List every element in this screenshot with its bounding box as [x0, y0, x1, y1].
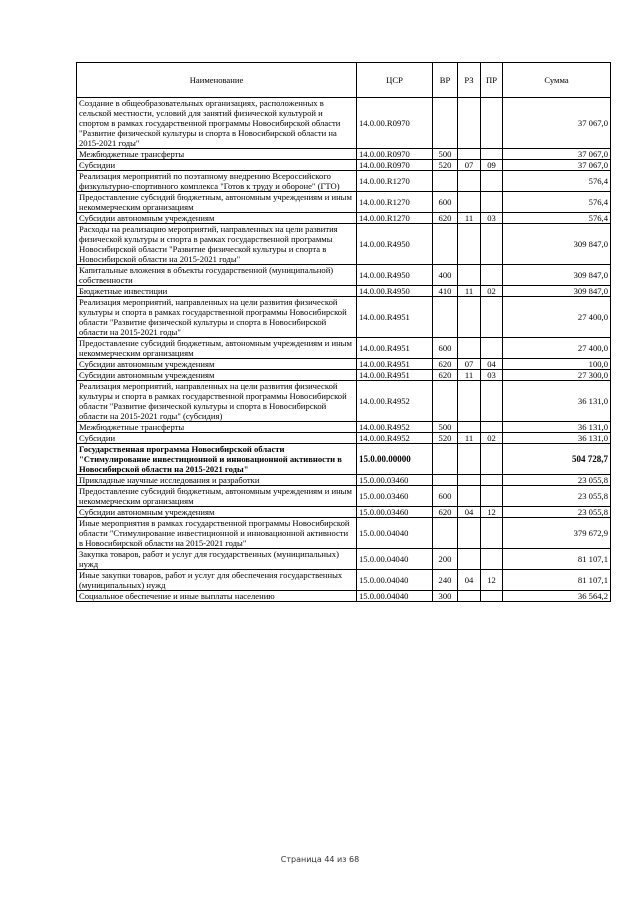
- cell-csr: 14.0.00.R0970: [357, 160, 433, 171]
- table-row: [77, 486, 611, 507]
- cell-vr: 400: [433, 265, 458, 286]
- cell-pr: [481, 444, 503, 475]
- cell-pr: [481, 518, 503, 549]
- cell-name: Межбюджетные трансферты: [77, 149, 357, 160]
- table-row: [77, 370, 611, 381]
- cell-vr: 240: [433, 570, 458, 591]
- table-row: [77, 338, 611, 359]
- cell-csr: 14.0.00.R4951: [357, 359, 433, 370]
- cell-pr: [481, 381, 503, 422]
- cell-vr: 300: [433, 591, 458, 602]
- cell-csr: 14.0.00.R4950: [357, 286, 433, 297]
- cell-vr: 520: [433, 160, 458, 171]
- cell-rz: 04: [458, 507, 481, 518]
- cell-csr: 15.0.00.04040: [357, 591, 433, 602]
- cell-vr: 620: [433, 507, 458, 518]
- cell-csr: 14.0.00.R4950: [357, 265, 433, 286]
- cell-vr: 200: [433, 549, 458, 570]
- cell-rz: [458, 381, 481, 422]
- cell-vr: [433, 171, 458, 192]
- cell-vr: 520: [433, 433, 458, 444]
- cell-sum: 37 067,0: [503, 98, 611, 149]
- cell-sum: 23 055,8: [503, 486, 611, 507]
- cell-csr: 14.0.00.R4952: [357, 422, 433, 433]
- cell-pr: 12: [481, 507, 503, 518]
- cell-csr: 14.0.00.R1270: [357, 171, 433, 192]
- cell-rz: 04: [458, 570, 481, 591]
- cell-pr: [481, 475, 503, 486]
- cell-vr: 410: [433, 286, 458, 297]
- cell-sum: 576,4: [503, 171, 611, 192]
- cell-pr: [481, 422, 503, 433]
- cell-sum: 576,4: [503, 192, 611, 213]
- table-row: [77, 359, 611, 370]
- cell-pr: [481, 171, 503, 192]
- cell-name: Субсидии автономным учреждениям: [77, 507, 357, 518]
- cell-name: Предоставление субсидий бюджетным, автономным учреждениям и иным некоммерческим организациям: [77, 192, 357, 213]
- cell-pr: [481, 98, 503, 149]
- cell-name: Капитальные вложения в объекты государственной (муниципальной) собственности: [77, 265, 357, 286]
- table-row: [77, 433, 611, 444]
- cell-sum: 81 107,1: [503, 549, 611, 570]
- cell-pr: [481, 486, 503, 507]
- cell-pr: 09: [481, 160, 503, 171]
- cell-sum: 36 564,2: [503, 591, 611, 602]
- table-row: [77, 570, 611, 591]
- cell-rz: [458, 265, 481, 286]
- table-row: [77, 381, 611, 422]
- cell-sum: 379 672,9: [503, 518, 611, 549]
- cell-rz: [458, 486, 481, 507]
- cell-name: Иные закупки товаров, работ и услуг для обеспечения государственных (муниципальных) нужд: [77, 570, 357, 591]
- cell-csr: 14.0.00.R4951: [357, 370, 433, 381]
- cell-rz: [458, 518, 481, 549]
- cell-name: Реализация мероприятий по поэтапному внедрению Всероссийского физкультурно-спортивного комплекса "Готов к труду и обороне" (ГТО): [77, 171, 357, 192]
- cell-sum: 100,0: [503, 359, 611, 370]
- cell-name: Субсидии: [77, 160, 357, 171]
- cell-sum: 504 728,7: [503, 444, 611, 475]
- cell-pr: [481, 265, 503, 286]
- cell-name: Бюджетные инвестиции: [77, 286, 357, 297]
- cell-csr: 15.0.00.00000: [357, 444, 433, 475]
- cell-rz: 11: [458, 433, 481, 444]
- cell-csr: 15.0.00.03460: [357, 507, 433, 518]
- cell-csr: 14.0.00.R4951: [357, 338, 433, 359]
- cell-pr: 03: [481, 370, 503, 381]
- cell-name: Создание в общеобразовательных организациях, расположенных в сельской местности, условий для занятий физической культурой и спортом в рамках государственной программы Новосибирской области "Развитие физической культуры и спорта в Новосибирской области на 2015-2021 годы": [77, 98, 357, 149]
- cell-pr: [481, 338, 503, 359]
- cell-sum: 36 131,0: [503, 381, 611, 422]
- cell-rz: 11: [458, 286, 481, 297]
- cell-name: Расходы на реализацию мероприятий, направленных на цели развития физической культуры и спорта в рамках государственной программы Новосибирской области "Развитие физической культуры и спорта в Новосибирской области на 2015-2021 годы": [77, 224, 357, 265]
- header-vr: ВР: [433, 63, 458, 98]
- table-row: [77, 265, 611, 286]
- cell-csr: 14.0.00.R0970: [357, 149, 433, 160]
- cell-name: Субсидии автономным учреждениям: [77, 370, 357, 381]
- cell-csr: 15.0.00.03460: [357, 486, 433, 507]
- cell-name: Межбюджетные трансферты: [77, 422, 357, 433]
- cell-pr: 12: [481, 570, 503, 591]
- cell-csr: 15.0.00.04040: [357, 518, 433, 549]
- cell-rz: [458, 338, 481, 359]
- cell-name: Государственная программа Новосибирской области "Стимулирование инвестиционной и инновационной активности в Новосибирской области на 2015-2021 годы": [77, 444, 357, 475]
- table-row: [77, 171, 611, 192]
- cell-name: Закупка товаров, работ и услуг для государственных (муниципальных) нужд: [77, 549, 357, 570]
- cell-sum: 81 107,1: [503, 570, 611, 591]
- cell-pr: [481, 549, 503, 570]
- table-row: [77, 224, 611, 265]
- cell-vr: [433, 475, 458, 486]
- cell-rz: [458, 98, 481, 149]
- cell-name: Субсидии: [77, 433, 357, 444]
- table-row: [77, 422, 611, 433]
- table-row: [77, 297, 611, 338]
- cell-vr: 500: [433, 422, 458, 433]
- cell-sum: 37 067,0: [503, 160, 611, 171]
- cell-pr: 02: [481, 286, 503, 297]
- cell-name: Прикладные научные исследования и разработки: [77, 475, 357, 486]
- cell-vr: [433, 444, 458, 475]
- cell-sum: 309 847,0: [503, 265, 611, 286]
- cell-rz: [458, 171, 481, 192]
- cell-csr: 15.0.00.03460: [357, 475, 433, 486]
- cell-csr: 14.0.00.R4952: [357, 381, 433, 422]
- cell-rz: [458, 591, 481, 602]
- cell-sum: 37 067,0: [503, 149, 611, 160]
- cell-vr: [433, 224, 458, 265]
- cell-name: Реализация мероприятий, направленных на цели развития физической культуры и спорта в рамках государственной программы Новосибирской области "Развитие физической культуры и спорта в Новосибирской области на 2015-2021 годы" (субсидия): [77, 381, 357, 422]
- cell-name: Субсидии автономным учреждениям: [77, 359, 357, 370]
- header-rz: РЗ: [458, 63, 481, 98]
- cell-rz: 11: [458, 370, 481, 381]
- table-row: [77, 213, 611, 224]
- cell-csr: 15.0.00.04040: [357, 570, 433, 591]
- cell-pr: [481, 224, 503, 265]
- table-row: [77, 160, 611, 171]
- cell-csr: 14.0.00.R0970: [357, 98, 433, 149]
- cell-vr: 620: [433, 359, 458, 370]
- cell-vr: [433, 518, 458, 549]
- table-row: [77, 192, 611, 213]
- cell-pr: [481, 192, 503, 213]
- cell-sum: 309 847,0: [503, 224, 611, 265]
- cell-sum: 36 131,0: [503, 422, 611, 433]
- table-row: [77, 98, 611, 149]
- header-sum: Сумма: [503, 63, 611, 98]
- table-row: [77, 444, 611, 475]
- cell-pr: 02: [481, 433, 503, 444]
- cell-vr: 620: [433, 213, 458, 224]
- header-name: Наименование: [77, 63, 357, 98]
- cell-csr: 14.0.00.R1270: [357, 213, 433, 224]
- table-row: [77, 591, 611, 602]
- cell-rz: [458, 422, 481, 433]
- cell-rz: 07: [458, 359, 481, 370]
- cell-csr: 14.0.00.R4950: [357, 224, 433, 265]
- cell-rz: [458, 149, 481, 160]
- table-row: [77, 507, 611, 518]
- cell-sum: 36 131,0: [503, 433, 611, 444]
- cell-sum: 309 847,0: [503, 286, 611, 297]
- cell-rz: [458, 475, 481, 486]
- cell-vr: [433, 381, 458, 422]
- cell-name: Субсидии автономным учреждениям: [77, 213, 357, 224]
- budget-table: [76, 62, 611, 602]
- table-header-row: [77, 63, 611, 98]
- cell-sum: 27 400,0: [503, 338, 611, 359]
- cell-csr: 15.0.00.04040: [357, 549, 433, 570]
- table-row: [77, 286, 611, 297]
- cell-csr: 14.0.00.R4952: [357, 433, 433, 444]
- cell-pr: [481, 591, 503, 602]
- cell-rz: [458, 192, 481, 213]
- cell-pr: 04: [481, 359, 503, 370]
- cell-csr: 14.0.00.R4951: [357, 297, 433, 338]
- cell-pr: [481, 297, 503, 338]
- cell-rz: [458, 224, 481, 265]
- table-body: [77, 98, 611, 602]
- header-csr: ЦСР: [357, 63, 433, 98]
- cell-sum: 23 055,8: [503, 507, 611, 518]
- cell-name: Предоставление субсидий бюджетным, автономным учреждениям и иным некоммерческим организациям: [77, 338, 357, 359]
- cell-sum: 23 055,8: [503, 475, 611, 486]
- cell-name: Предоставление субсидий бюджетным, автономным учреждениям и иным некоммерческим организациям: [77, 486, 357, 507]
- cell-rz: 07: [458, 160, 481, 171]
- table-row: [77, 518, 611, 549]
- table-row: [77, 149, 611, 160]
- cell-name: Реализация мероприятий, направленных на цели развития физической культуры и спорта в рамках государственной программы Новосибирской области "Развитие физической культуры и спорта в Новосибирской области на 2015-2021 годы": [77, 297, 357, 338]
- cell-name: Иные мероприятия в рамках государственной программы Новосибирской области "Стимулирование инвестиционной и инновационной активности в Новосибирской области на 2015-2021 годы": [77, 518, 357, 549]
- header-pr: ПР: [481, 63, 503, 98]
- cell-pr: 03: [481, 213, 503, 224]
- cell-rz: [458, 549, 481, 570]
- cell-sum: 576,4: [503, 213, 611, 224]
- cell-sum: 27 300,0: [503, 370, 611, 381]
- cell-csr: 14.0.00.R1270: [357, 192, 433, 213]
- cell-vr: 500: [433, 149, 458, 160]
- cell-vr: 600: [433, 486, 458, 507]
- cell-name: Социальное обеспечение и иные выплаты населению: [77, 591, 357, 602]
- cell-vr: 600: [433, 192, 458, 213]
- cell-rz: [458, 297, 481, 338]
- page-number: Страница 44 из 68: [280, 855, 360, 864]
- cell-vr: [433, 297, 458, 338]
- cell-pr: [481, 149, 503, 160]
- cell-vr: 620: [433, 370, 458, 381]
- cell-vr: 600: [433, 338, 458, 359]
- cell-vr: [433, 98, 458, 149]
- cell-sum: 27 400,0: [503, 297, 611, 338]
- table-row: [77, 475, 611, 486]
- cell-rz: 11: [458, 213, 481, 224]
- table-row: [77, 549, 611, 570]
- cell-rz: [458, 444, 481, 475]
